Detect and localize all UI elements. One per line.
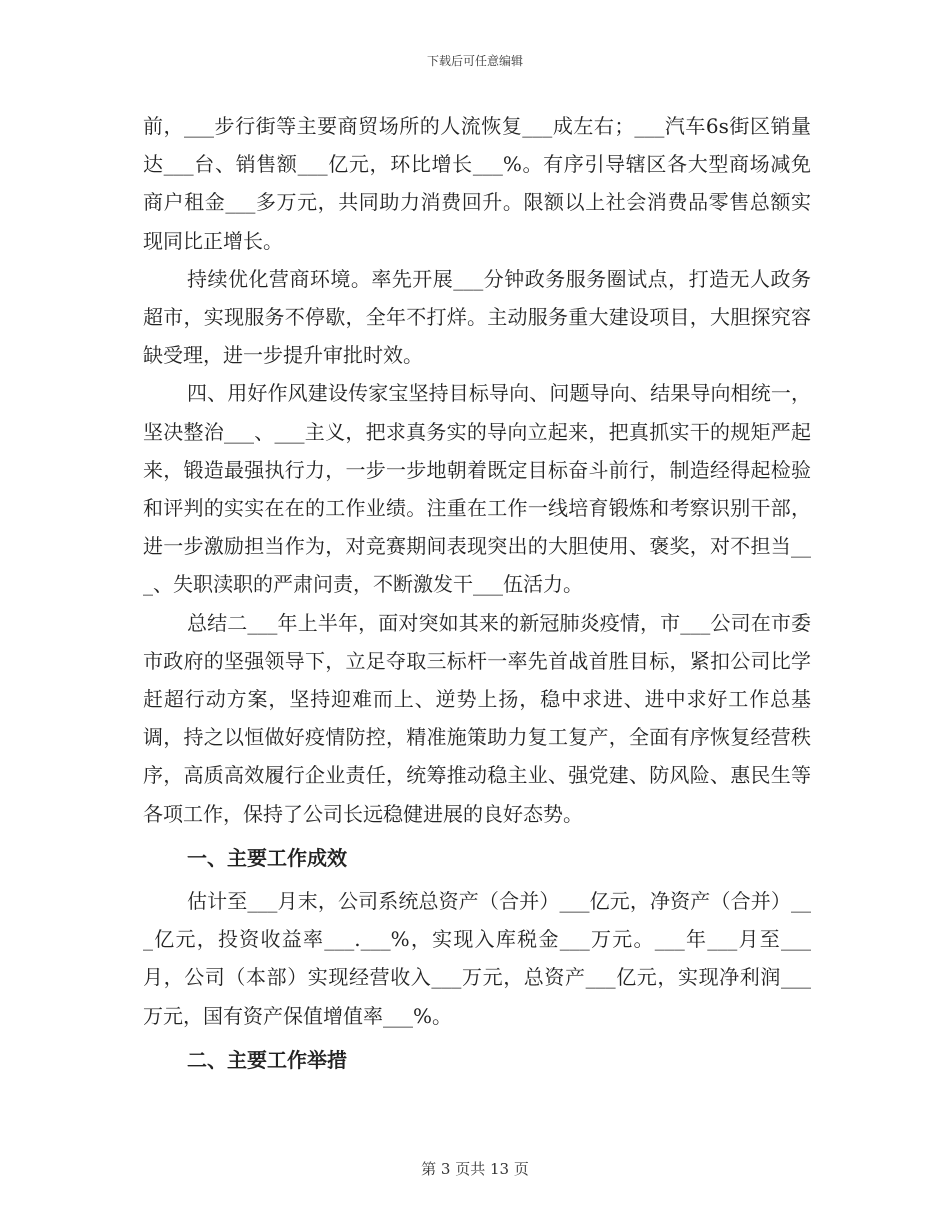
paragraph-business-environment: 持续优化营商环境。率先开展___分钟政务服务圈试点，打造无人政务超市，实现服务不停歇，全年不打烊。主动服务重大建设项目，大胆探究容缺受理，进一步提升审批时效。 [143,266,811,368]
paragraph-work-style: 四、用好作风建设传家宝坚持目标导向、问题导向、结果导向相统一，坚决整治___、___主义，把求真务实的导向立起来，把真抓实干的规矩严起来，锻造最强执行力，一步一步地朝着既定目标奋斗前行，制造经得起检验和评判的实实在在的工作业绩。注重在工作一线培育锻炼和考察识别干部，进一步激励担当作为，对竞赛期间表现突出的大胆使用、褒奖，对不担当___、失职渎职的严肃问责，不断激发干___伍活力。 [143,381,811,597]
paragraph-results: 估计至___月末，公司系统总资产（合并）___亿元，净资产（合并）___亿元，投资收益率___.___%，实现入库税金___万元。___年___月至___月，公司（本部）实现经营收入___万元，总资产___亿元，实现净利润___万元，国有资产保值增值率___%。 [143,889,811,1028]
paragraph-consumption: 前，___步行街等主要商贸场所的人流恢复___成左右；___汽车6s街区销量达___台、销售额___亿元，环比增长___%。有序引导辖区各大型商场减免商户租金___多万元，共同助力消费回升。限额以上社会消费品零售总额实现同比正增长。 [143,114,811,253]
document-body [143,107,811,1084]
paragraph-summary: 总结二___年上半年，面对突如其来的新冠肺炎疫情，市___公司在市委市政府的坚强领导下，立足夺取三标杆一率先首战首胜目标，紧扣公司比学赶超行动方案，坚持迎难而上、逆势上扬，稳中求进、进中求好工作总基调，持之以恒做好疫情防控，精准施策助力复工复产，全面有序恢复经营秩序，高质高效履行企业责任，统筹推动稳主业、强党建、防风险、惠民生等各项工作，保持了公司长远稳健进展的良好态势。 [143,610,811,826]
page-footer: 第 3 页共 13 页 [421,1160,529,1178]
section-heading-measures: 二、主要工作举措 [187,1047,347,1072]
page-header: 下载后可任意编辑 [426,54,523,68]
section-heading-results: 一、主要工作成效 [187,845,347,870]
